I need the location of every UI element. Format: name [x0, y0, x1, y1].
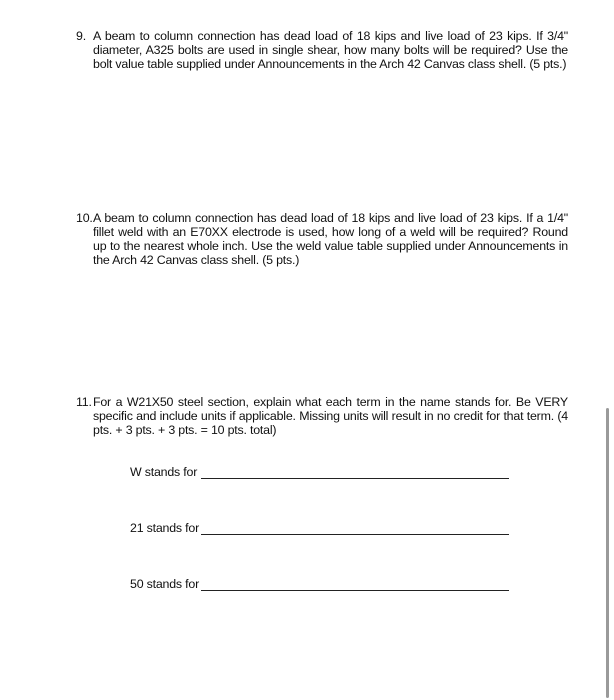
- question-text: A beam to column connection has dead load of 18 kips and live load of 23 kips. If 3/4" diameter, A325 bolts are used in single shear, how many bolts will be required? Use the bolt value table supplied under Announcements in the Arch 42 Canvas class shell. (5 pts.): [93, 29, 568, 71]
- answer-label: 50 stands for: [130, 577, 200, 591]
- answer-label: W stands for: [130, 465, 198, 479]
- question-10: [76, 211, 568, 267]
- answer-label: 21 stands for: [130, 521, 200, 535]
- question-9: [76, 29, 568, 71]
- question-number: 11.: [76, 395, 92, 409]
- vertical-scrollbar[interactable]: [606, 408, 609, 698]
- answer-blank-line: [201, 590, 509, 591]
- answer-blank-line: [201, 534, 509, 535]
- question-11: [76, 395, 568, 437]
- question-text: A beam to column connection has dead load of 18 kips and live load of 23 kips. If a 1/4" fillet weld with an E70XX electrode is used, how long of a weld will be required? Round up to the nearest whole inch. Use the weld value table supplied under Announcements in the Arch 42 Canvas class shell. (5 pts.): [93, 211, 568, 267]
- answer-blank-line: [201, 478, 509, 479]
- question-text: For a W21X50 steel section, explain what each term in the name stands for. Be VERY specific and include units if applicable. Missing units will result in no credit for that term. (4 pts. + 3 pts. + 3 pts. = 10 pts. total): [93, 395, 568, 437]
- question-number: 9.: [76, 29, 86, 43]
- question-number: 10.: [76, 211, 93, 225]
